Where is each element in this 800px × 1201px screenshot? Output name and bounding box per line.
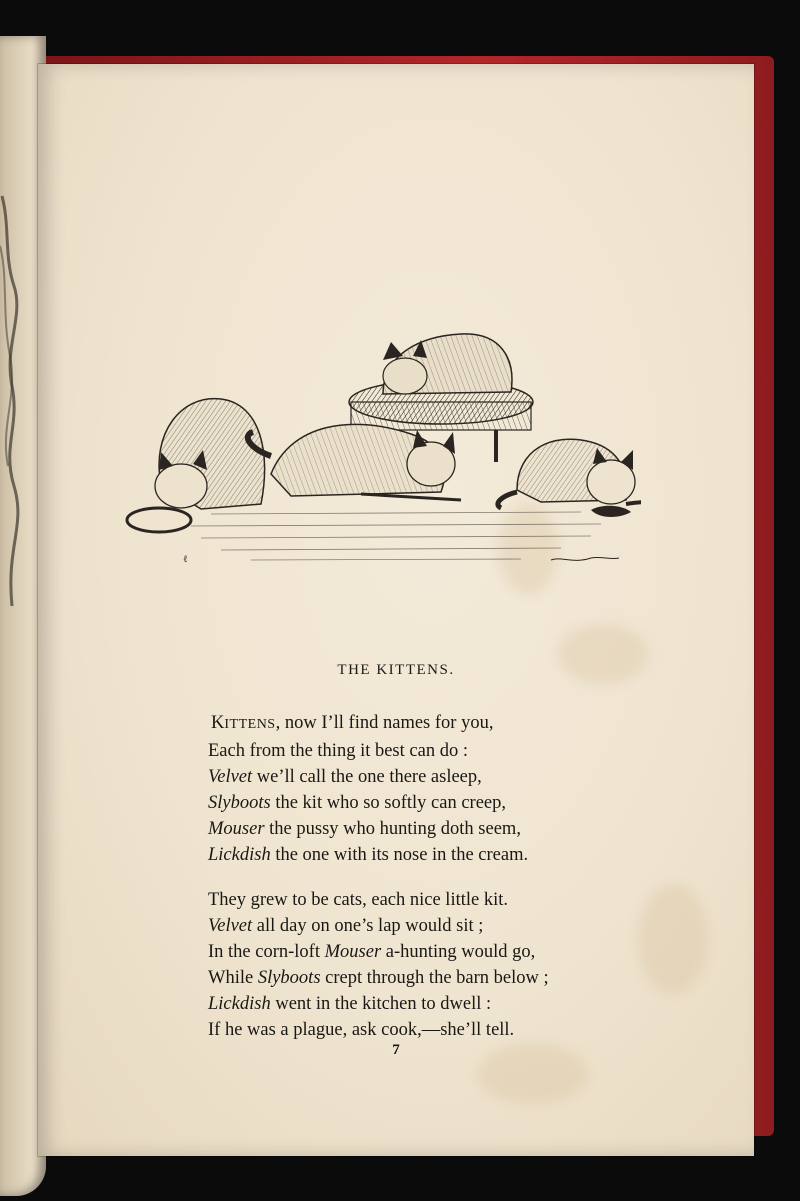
poem-title: THE KITTENS.	[337, 662, 455, 678]
kitten-name: Lickdish	[208, 845, 271, 865]
poem-line: Lickdish went in the kitchen to dwell :	[208, 994, 492, 1014]
kitten-name: Slyboots	[208, 793, 271, 813]
poem-line: KITTENS, now I’ll find names for you,	[211, 713, 494, 733]
kitten-name: Mouser	[208, 819, 265, 839]
kitten-name: Slyboots	[257, 968, 321, 988]
poem-line: Slyboots the kit who so softly can creep,	[208, 793, 506, 813]
poem-line: Lickdish the one with its nose in the cream.	[208, 845, 529, 865]
svg-text:ℓ: ℓ	[183, 554, 188, 565]
kitten-name: Velvet	[208, 767, 253, 787]
poem-line: In the corn-loft Mouser a-hunting would go,	[208, 942, 536, 962]
poem-line: They grew to be cats, each nice little kit.	[208, 890, 508, 910]
poem-line: Mouser the pussy who hunting doth seem,	[208, 819, 521, 839]
poem-line: Each from the thing it best can do :	[208, 741, 468, 761]
poem-line: Velvet we’ll call the one there asleep,	[208, 767, 482, 787]
poem-line: If he was a plague, ask cook,—she’ll tell.	[208, 1020, 515, 1040]
page-number: 7	[392, 1042, 400, 1058]
stanza-2	[208, 887, 549, 1043]
kittens-illustration	[121, 264, 641, 574]
kitten-name: Velvet	[208, 916, 253, 936]
kitten-name: Lickdish	[208, 994, 271, 1014]
stanza-1	[208, 710, 528, 868]
kitten-name: Mouser	[324, 942, 382, 962]
poem-line: While Slyboots crept through the barn below ;	[208, 968, 549, 988]
book-page	[38, 64, 754, 1156]
facing-page-illustration-edge	[0, 186, 20, 616]
poem-line: Velvet all day on one’s lap would sit ;	[208, 916, 484, 936]
